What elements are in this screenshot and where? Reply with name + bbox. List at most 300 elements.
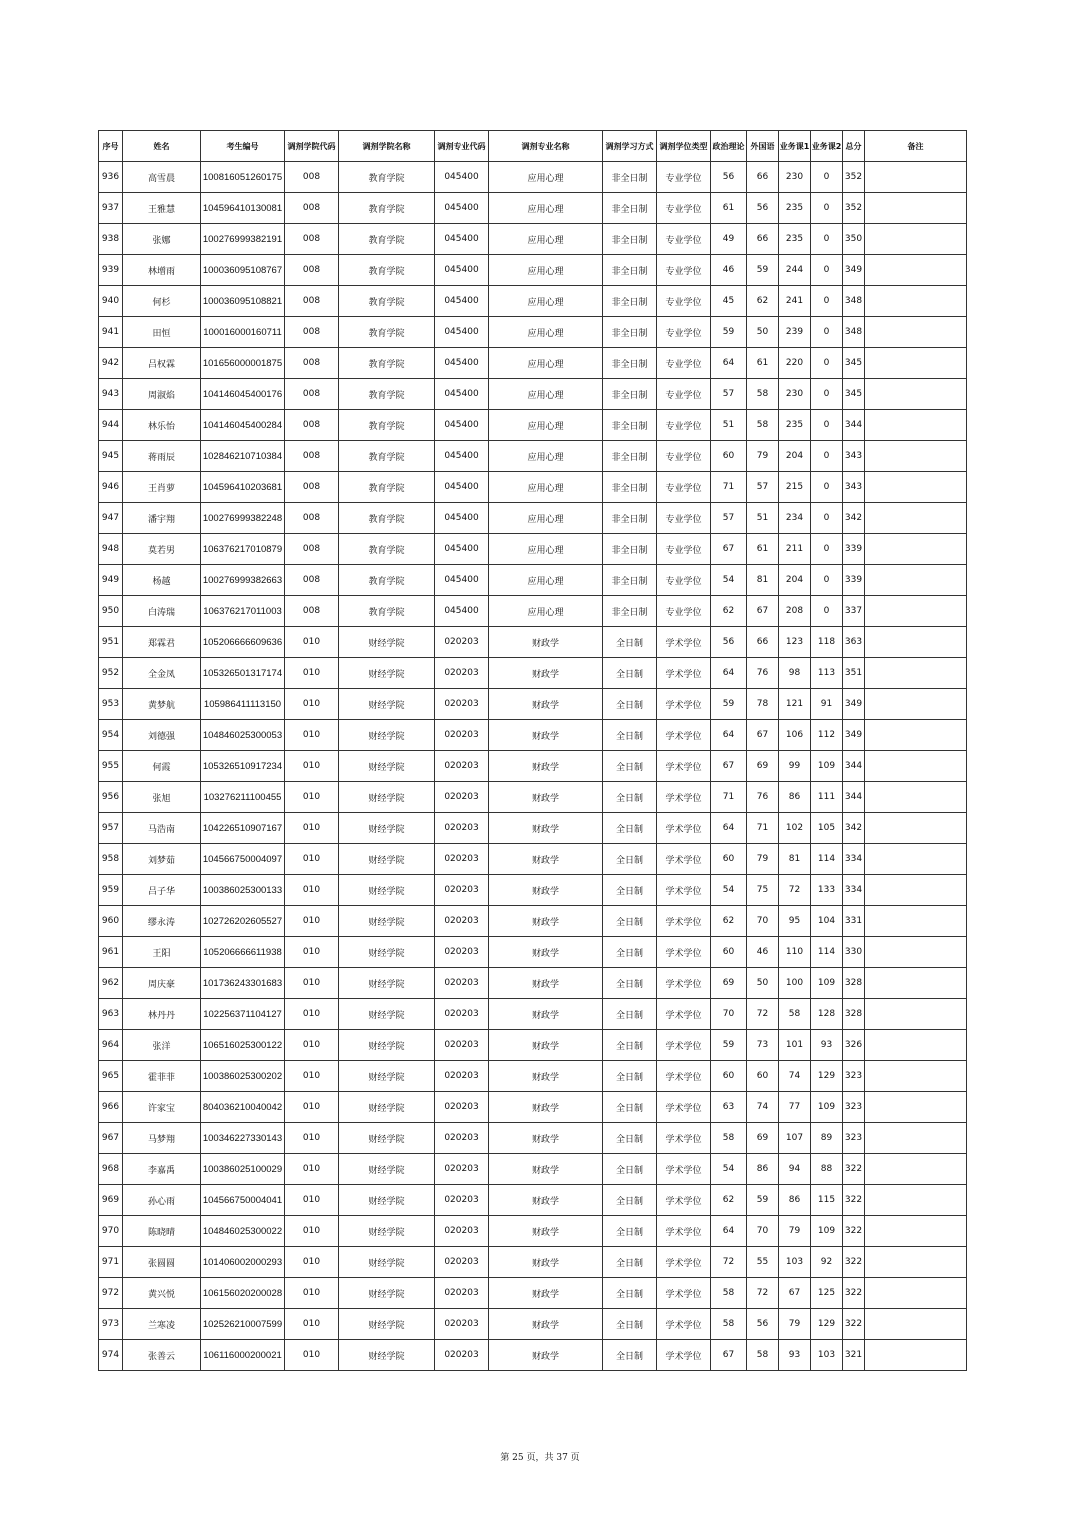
table-row <box>99 782 967 813</box>
cell-subject-1: 94 <box>779 1154 811 1185</box>
cell-politics: 57 <box>711 379 747 410</box>
cell-seq: 953 <box>99 689 123 720</box>
cell-foreign-language: 56 <box>747 1309 779 1340</box>
cell-exam-id: 101656000001875 <box>201 348 285 379</box>
table-row <box>99 875 967 906</box>
cell-seq: 957 <box>99 813 123 844</box>
cell-seq: 947 <box>99 503 123 534</box>
cell-seq: 963 <box>99 999 123 1030</box>
cell-exam-id: 100816051260175 <box>201 162 285 193</box>
cell-degree-type: 学术学位 <box>657 751 711 782</box>
cell-politics: 56 <box>711 162 747 193</box>
cell-exam-id: 101736243301683 <box>201 968 285 999</box>
cell-college-name: 财经学院 <box>339 1247 435 1278</box>
table-row <box>99 534 967 565</box>
cell-degree-type: 学术学位 <box>657 689 711 720</box>
cell-foreign-language: 58 <box>747 379 779 410</box>
cell-degree-type: 学术学位 <box>657 1185 711 1216</box>
cell-politics: 59 <box>711 317 747 348</box>
cell-college-code: 010 <box>285 1123 339 1154</box>
cell-degree-type: 学术学位 <box>657 720 711 751</box>
cell-foreign-language: 46 <box>747 937 779 968</box>
cell-subject-2: 109 <box>811 968 843 999</box>
cell-remarks <box>865 255 967 286</box>
cell-name: 张娜 <box>123 224 201 255</box>
cell-total: 344 <box>843 751 865 782</box>
cell-college-name: 财经学院 <box>339 751 435 782</box>
cell-degree-type: 专业学位 <box>657 441 711 472</box>
cell-exam-id: 104566750004097 <box>201 844 285 875</box>
cell-seq: 939 <box>99 255 123 286</box>
cell-politics: 58 <box>711 1123 747 1154</box>
page-footer: 第 25 页，共 37 页 <box>500 1453 580 1463</box>
cell-college-code: 010 <box>285 1030 339 1061</box>
header-total: 总分 <box>843 131 865 162</box>
cell-seq: 954 <box>99 720 123 751</box>
table-row <box>99 1092 967 1123</box>
cell-politics: 72 <box>711 1247 747 1278</box>
cell-study-mode: 非全日制 <box>603 286 657 317</box>
table-row <box>99 1030 967 1061</box>
cell-seq: 950 <box>99 596 123 627</box>
cell-politics: 60 <box>711 441 747 472</box>
cell-degree-type: 学术学位 <box>657 1061 711 1092</box>
cell-remarks <box>865 317 967 348</box>
table-row <box>99 472 967 503</box>
cell-major-code: 020203 <box>435 1154 489 1185</box>
cell-degree-type: 学术学位 <box>657 968 711 999</box>
cell-major-code: 045400 <box>435 441 489 472</box>
table-row <box>99 317 967 348</box>
cell-major-name: 应用心理 <box>489 441 603 472</box>
cell-subject-2: 0 <box>811 348 843 379</box>
cell-study-mode: 全日制 <box>603 689 657 720</box>
cell-exam-id: 104596410130081 <box>201 193 285 224</box>
cell-study-mode: 非全日制 <box>603 565 657 596</box>
cell-total: 345 <box>843 379 865 410</box>
cell-exam-id: 101406002000293 <box>201 1247 285 1278</box>
cell-subject-2: 0 <box>811 534 843 565</box>
cell-subject-1: 230 <box>779 379 811 410</box>
cell-college-name: 教育学院 <box>339 224 435 255</box>
cell-major-name: 应用心理 <box>489 534 603 565</box>
table-row <box>99 844 967 875</box>
cell-major-name: 财政学 <box>489 1061 603 1092</box>
cell-major-code: 020203 <box>435 782 489 813</box>
cell-subject-2: 0 <box>811 472 843 503</box>
cell-college-code: 008 <box>285 317 339 348</box>
cell-politics: 59 <box>711 689 747 720</box>
cell-subject-2: 0 <box>811 503 843 534</box>
cell-major-code: 045400 <box>435 503 489 534</box>
cell-politics: 62 <box>711 596 747 627</box>
cell-major-code: 020203 <box>435 1030 489 1061</box>
cell-subject-2: 109 <box>811 1216 843 1247</box>
cell-politics: 69 <box>711 968 747 999</box>
cell-exam-id: 100036095108767 <box>201 255 285 286</box>
cell-major-code: 045400 <box>435 534 489 565</box>
cell-major-name: 应用心理 <box>489 286 603 317</box>
cell-foreign-language: 75 <box>747 875 779 906</box>
cell-exam-id: 100276999382663 <box>201 565 285 596</box>
cell-degree-type: 专业学位 <box>657 503 711 534</box>
table-row <box>99 255 967 286</box>
cell-major-code: 045400 <box>435 193 489 224</box>
cell-total: 323 <box>843 1092 865 1123</box>
cell-seq: 959 <box>99 875 123 906</box>
cell-college-code: 010 <box>285 1216 339 1247</box>
cell-foreign-language: 50 <box>747 968 779 999</box>
cell-total: 351 <box>843 658 865 689</box>
cell-college-code: 008 <box>285 410 339 441</box>
cell-total: 343 <box>843 441 865 472</box>
cell-seq: 956 <box>99 782 123 813</box>
cell-name: 何杉 <box>123 286 201 317</box>
cell-foreign-language: 51 <box>747 503 779 534</box>
cell-subject-1: 235 <box>779 224 811 255</box>
cell-exam-id: 100386025100029 <box>201 1154 285 1185</box>
cell-study-mode: 非全日制 <box>603 503 657 534</box>
cell-major-name: 财政学 <box>489 1154 603 1185</box>
cell-subject-1: 79 <box>779 1216 811 1247</box>
cell-foreign-language: 61 <box>747 534 779 565</box>
cell-exam-id: 102846210710384 <box>201 441 285 472</box>
table-row <box>99 1185 967 1216</box>
cell-subject-1: 81 <box>779 844 811 875</box>
cell-politics: 67 <box>711 751 747 782</box>
cell-major-name: 应用心理 <box>489 410 603 441</box>
cell-subject-1: 58 <box>779 999 811 1030</box>
cell-subject-1: 220 <box>779 348 811 379</box>
cell-college-code: 010 <box>285 999 339 1030</box>
cell-subject-2: 0 <box>811 441 843 472</box>
cell-seq: 974 <box>99 1340 123 1371</box>
cell-exam-id: 105206666609636 <box>201 627 285 658</box>
cell-college-name: 教育学院 <box>339 255 435 286</box>
cell-study-mode: 非全日制 <box>603 224 657 255</box>
cell-subject-2: 129 <box>811 1061 843 1092</box>
cell-subject-1: 106 <box>779 720 811 751</box>
cell-major-code: 020203 <box>435 1185 489 1216</box>
cell-major-name: 财政学 <box>489 1340 603 1371</box>
cell-college-name: 教育学院 <box>339 317 435 348</box>
cell-subject-2: 114 <box>811 844 843 875</box>
cell-exam-id: 106116000200021 <box>201 1340 285 1371</box>
cell-foreign-language: 67 <box>747 720 779 751</box>
cell-name: 周淑焰 <box>123 379 201 410</box>
cell-major-name: 财政学 <box>489 1123 603 1154</box>
cell-major-name: 财政学 <box>489 751 603 782</box>
cell-politics: 63 <box>711 1092 747 1123</box>
cell-study-mode: 全日制 <box>603 1278 657 1309</box>
header-seq: 序号 <box>99 131 123 162</box>
cell-total: 343 <box>843 472 865 503</box>
cell-college-name: 财经学院 <box>339 1154 435 1185</box>
cell-college-code: 010 <box>285 1340 339 1371</box>
cell-degree-type: 学术学位 <box>657 1278 711 1309</box>
cell-college-code: 008 <box>285 565 339 596</box>
cell-total: 323 <box>843 1123 865 1154</box>
table-row <box>99 1061 967 1092</box>
header-major-name: 调剂专业名称 <box>489 131 603 162</box>
cell-exam-id: 104846025300053 <box>201 720 285 751</box>
cell-college-code: 010 <box>285 844 339 875</box>
cell-study-mode: 全日制 <box>603 1216 657 1247</box>
cell-politics: 49 <box>711 224 747 255</box>
cell-major-code: 020203 <box>435 1247 489 1278</box>
cell-foreign-language: 59 <box>747 1185 779 1216</box>
cell-name: 田恒 <box>123 317 201 348</box>
cell-remarks <box>865 782 967 813</box>
cell-major-name: 财政学 <box>489 1185 603 1216</box>
cell-degree-type: 专业学位 <box>657 348 711 379</box>
cell-exam-id: 105326501317174 <box>201 658 285 689</box>
cell-degree-type: 学术学位 <box>657 658 711 689</box>
cell-remarks <box>865 565 967 596</box>
cell-name: 缪永涛 <box>123 906 201 937</box>
cell-major-name: 财政学 <box>489 844 603 875</box>
cell-remarks <box>865 379 967 410</box>
cell-college-code: 008 <box>285 162 339 193</box>
cell-major-name: 财政学 <box>489 968 603 999</box>
cell-exam-id: 102256371104127 <box>201 999 285 1030</box>
table-row <box>99 813 967 844</box>
cell-subject-1: 67 <box>779 1278 811 1309</box>
cell-politics: 64 <box>711 658 747 689</box>
cell-exam-id: 103276211100455 <box>201 782 285 813</box>
cell-politics: 46 <box>711 255 747 286</box>
cell-total: 349 <box>843 255 865 286</box>
cell-study-mode: 全日制 <box>603 1309 657 1340</box>
cell-college-code: 008 <box>285 379 339 410</box>
cell-degree-type: 学术学位 <box>657 1340 711 1371</box>
cell-seq: 970 <box>99 1216 123 1247</box>
cell-name: 白涛瑞 <box>123 596 201 627</box>
cell-foreign-language: 71 <box>747 813 779 844</box>
header-study-mode: 调剂学习方式 <box>603 131 657 162</box>
cell-study-mode: 全日制 <box>603 782 657 813</box>
cell-college-name: 财经学院 <box>339 658 435 689</box>
cell-major-name: 应用心理 <box>489 193 603 224</box>
cell-degree-type: 专业学位 <box>657 286 711 317</box>
cell-subject-2: 0 <box>811 379 843 410</box>
cell-college-code: 008 <box>285 472 339 503</box>
cell-foreign-language: 73 <box>747 1030 779 1061</box>
table-row <box>99 689 967 720</box>
cell-college-name: 财经学院 <box>339 937 435 968</box>
table-row <box>99 286 967 317</box>
cell-subject-1: 79 <box>779 1309 811 1340</box>
cell-exam-id: 104146045400176 <box>201 379 285 410</box>
cell-politics: 56 <box>711 627 747 658</box>
table-row <box>99 379 967 410</box>
cell-remarks <box>865 937 967 968</box>
cell-college-code: 010 <box>285 1185 339 1216</box>
cell-subject-2: 0 <box>811 317 843 348</box>
cell-major-name: 应用心理 <box>489 472 603 503</box>
cell-seq: 955 <box>99 751 123 782</box>
cell-name: 马浩南 <box>123 813 201 844</box>
cell-foreign-language: 72 <box>747 999 779 1030</box>
cell-seq: 944 <box>99 410 123 441</box>
cell-study-mode: 非全日制 <box>603 379 657 410</box>
cell-seq: 972 <box>99 1278 123 1309</box>
cell-college-code: 008 <box>285 596 339 627</box>
cell-remarks <box>865 875 967 906</box>
table-row <box>99 658 967 689</box>
table-row <box>99 1340 967 1371</box>
cell-politics: 51 <box>711 410 747 441</box>
cell-exam-id: 100276999382248 <box>201 503 285 534</box>
cell-degree-type: 专业学位 <box>657 379 711 410</box>
cell-total: 322 <box>843 1278 865 1309</box>
cell-college-name: 财经学院 <box>339 875 435 906</box>
cell-college-code: 010 <box>285 1061 339 1092</box>
cell-degree-type: 专业学位 <box>657 472 711 503</box>
cell-exam-id: 104146045400284 <box>201 410 285 441</box>
cell-college-name: 教育学院 <box>339 193 435 224</box>
cell-college-name: 教育学院 <box>339 410 435 441</box>
cell-major-name: 应用心理 <box>489 596 603 627</box>
cell-subject-2: 92 <box>811 1247 843 1278</box>
cell-name: 刘德强 <box>123 720 201 751</box>
cell-remarks <box>865 906 967 937</box>
cell-total: 348 <box>843 286 865 317</box>
cell-politics: 71 <box>711 472 747 503</box>
cell-degree-type: 专业学位 <box>657 565 711 596</box>
cell-foreign-language: 76 <box>747 658 779 689</box>
cell-name: 黄梦航 <box>123 689 201 720</box>
cell-subject-1: 204 <box>779 441 811 472</box>
cell-college-code: 008 <box>285 255 339 286</box>
cell-total: 348 <box>843 317 865 348</box>
cell-seq: 951 <box>99 627 123 658</box>
cell-college-name: 教育学院 <box>339 596 435 627</box>
cell-exam-id: 102726202605527 <box>201 906 285 937</box>
cell-major-name: 财政学 <box>489 1216 603 1247</box>
cell-subject-2: 91 <box>811 689 843 720</box>
cell-politics: 54 <box>711 875 747 906</box>
cell-subject-2: 115 <box>811 1185 843 1216</box>
cell-major-code: 020203 <box>435 999 489 1030</box>
cell-remarks <box>865 286 967 317</box>
table-row <box>99 224 967 255</box>
cell-college-name: 财经学院 <box>339 999 435 1030</box>
cell-seq: 973 <box>99 1309 123 1340</box>
table-row <box>99 999 967 1030</box>
cell-subject-2: 128 <box>811 999 843 1030</box>
cell-degree-type: 学术学位 <box>657 1123 711 1154</box>
cell-college-name: 财经学院 <box>339 689 435 720</box>
cell-college-code: 010 <box>285 751 339 782</box>
cell-total: 339 <box>843 534 865 565</box>
cell-foreign-language: 58 <box>747 410 779 441</box>
cell-seq: 945 <box>99 441 123 472</box>
cell-degree-type: 专业学位 <box>657 162 711 193</box>
cell-seq: 962 <box>99 968 123 999</box>
cell-name: 杨越 <box>123 565 201 596</box>
cell-remarks <box>865 503 967 534</box>
cell-major-code: 020203 <box>435 658 489 689</box>
cell-major-code: 020203 <box>435 1061 489 1092</box>
cell-subject-1: 123 <box>779 627 811 658</box>
cell-exam-id: 105326510917234 <box>201 751 285 782</box>
cell-seq: 948 <box>99 534 123 565</box>
cell-study-mode: 全日制 <box>603 627 657 658</box>
cell-subject-2: 0 <box>811 596 843 627</box>
cell-total: 352 <box>843 193 865 224</box>
cell-remarks <box>865 596 967 627</box>
cell-major-code: 020203 <box>435 875 489 906</box>
cell-seq: 952 <box>99 658 123 689</box>
cell-study-mode: 非全日制 <box>603 348 657 379</box>
cell-remarks <box>865 844 967 875</box>
cell-total: 349 <box>843 689 865 720</box>
cell-exam-id: 804036210040042 <box>201 1092 285 1123</box>
cell-college-code: 008 <box>285 441 339 472</box>
cell-subject-2: 0 <box>811 224 843 255</box>
cell-name: 吕权霖 <box>123 348 201 379</box>
cell-total: 363 <box>843 627 865 658</box>
table-row <box>99 968 967 999</box>
cell-politics: 67 <box>711 534 747 565</box>
cell-college-name: 教育学院 <box>339 162 435 193</box>
cell-college-code: 010 <box>285 1278 339 1309</box>
cell-study-mode: 全日制 <box>603 906 657 937</box>
cell-college-name: 财经学院 <box>339 1061 435 1092</box>
cell-politics: 59 <box>711 1030 747 1061</box>
cell-major-code: 045400 <box>435 162 489 193</box>
cell-college-name: 财经学院 <box>339 1185 435 1216</box>
cell-study-mode: 全日制 <box>603 1092 657 1123</box>
cell-degree-type: 专业学位 <box>657 534 711 565</box>
cell-foreign-language: 66 <box>747 224 779 255</box>
cell-foreign-language: 79 <box>747 844 779 875</box>
cell-subject-1: 235 <box>779 193 811 224</box>
cell-college-code: 010 <box>285 658 339 689</box>
table-row <box>99 937 967 968</box>
cell-degree-type: 学术学位 <box>657 1216 711 1247</box>
cell-subject-2: 88 <box>811 1154 843 1185</box>
cell-remarks <box>865 813 967 844</box>
cell-foreign-language: 81 <box>747 565 779 596</box>
cell-name: 王肖萝 <box>123 472 201 503</box>
cell-major-code: 020203 <box>435 689 489 720</box>
cell-remarks <box>865 1278 967 1309</box>
cell-politics: 64 <box>711 348 747 379</box>
cell-subject-2: 0 <box>811 193 843 224</box>
cell-college-code: 010 <box>285 782 339 813</box>
cell-subject-2: 112 <box>811 720 843 751</box>
table-row <box>99 348 967 379</box>
cell-subject-1: 77 <box>779 1092 811 1123</box>
cell-seq: 940 <box>99 286 123 317</box>
cell-name: 张洋 <box>123 1030 201 1061</box>
cell-total: 337 <box>843 596 865 627</box>
cell-foreign-language: 67 <box>747 596 779 627</box>
cell-name: 张善云 <box>123 1340 201 1371</box>
cell-remarks <box>865 1030 967 1061</box>
table-row <box>99 1309 967 1340</box>
cell-major-name: 应用心理 <box>489 255 603 286</box>
cell-total: 322 <box>843 1154 865 1185</box>
cell-major-code: 045400 <box>435 348 489 379</box>
cell-name: 兰寒凌 <box>123 1309 201 1340</box>
cell-major-code: 020203 <box>435 627 489 658</box>
cell-college-name: 财经学院 <box>339 782 435 813</box>
cell-college-code: 008 <box>285 534 339 565</box>
cell-major-code: 045400 <box>435 286 489 317</box>
